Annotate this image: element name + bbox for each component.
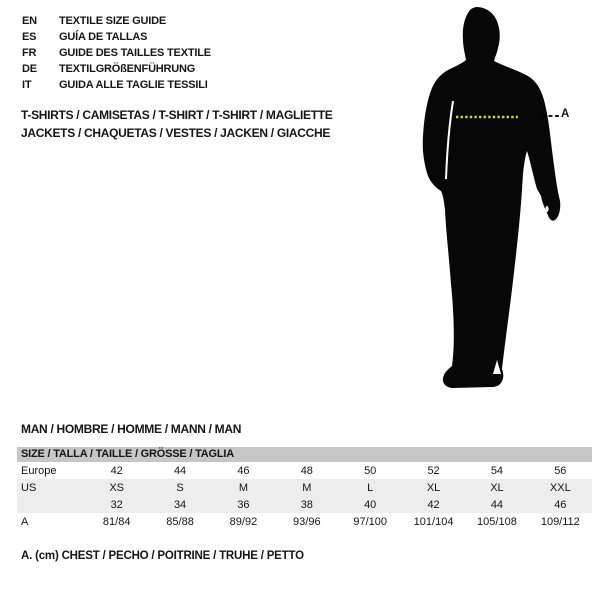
- language-title: TEXTILGRÖßENFÜHRUNG: [59, 63, 196, 75]
- table-cell: 42: [427, 498, 440, 511]
- language-title: GUIDE DES TAILLES TEXTILE: [59, 47, 211, 59]
- pant-hem-notch: [493, 360, 501, 374]
- measurement-footnote: A. (cm) CHEST / PECHO / POITRINE / TRUHE / PETTO: [21, 550, 304, 562]
- table-cell: 101/104: [413, 516, 454, 528]
- table-cell: 109/112: [540, 516, 580, 528]
- language-row-es: [22, 29, 211, 45]
- category-tshirts: T-SHIRTS / CAMISETAS / T-SHIRT / T-SHIRT / MAGLIETTE: [21, 108, 333, 122]
- section-title-man: MAN / HOMBRE / HOMME / MANN / MAN: [21, 422, 242, 436]
- row-label: A: [21, 516, 29, 528]
- table-cell: 54: [490, 464, 504, 477]
- language-code: EN: [22, 15, 37, 27]
- table-cell: 46: [237, 464, 250, 477]
- table-cell: 34: [173, 498, 187, 511]
- language-code: FR: [22, 47, 37, 59]
- size-table: [17, 447, 592, 531]
- measure-label-a: A: [561, 108, 570, 120]
- row-label: US: [21, 481, 37, 494]
- table-cell: 38: [300, 498, 313, 511]
- language-row-en: [22, 13, 211, 29]
- table-cell: S: [176, 481, 184, 494]
- table-cell: 44: [173, 464, 187, 477]
- table-cell: 93/96: [293, 516, 321, 528]
- language-title: GUÍA DE TALLAS: [59, 31, 148, 43]
- table-cell: M: [302, 481, 312, 494]
- language-title: GUIDA ALLE TAGLIE TESSILI: [59, 79, 208, 91]
- arm-torso-gap: [446, 101, 453, 179]
- table-cell: XS: [109, 481, 125, 494]
- table-cell: 36: [237, 498, 250, 511]
- wrist-gap: [545, 206, 548, 212]
- table-cell: XXL: [549, 481, 571, 494]
- language-code: ES: [22, 31, 37, 43]
- table-row-us: [17, 479, 592, 496]
- size-table-header: SIZE / TALLA / TAILLE / GRÖSSE / TAGLIA: [17, 447, 592, 462]
- language-title: TEXTILE SIZE GUIDE: [59, 15, 167, 27]
- table-cell: 32: [110, 498, 123, 511]
- language-row-fr: [22, 45, 211, 61]
- table-cell: 52: [427, 464, 440, 477]
- table-cell: 46: [554, 498, 567, 511]
- table-cell: L: [367, 481, 374, 494]
- category-jackets: JACKETS / CHAQUETAS / VESTES / JACKEN / GIACCHE: [21, 126, 331, 140]
- table-cell: 105/108: [477, 516, 517, 528]
- table-cell: 40: [364, 498, 377, 511]
- table-cell: 42: [110, 464, 123, 477]
- language-list: [22, 13, 211, 93]
- language-code: DE: [22, 63, 37, 75]
- table-row-chest-cm: [17, 513, 592, 531]
- table-cell: 81/84: [102, 516, 131, 528]
- language-row-it: [22, 77, 211, 93]
- table-cell: 50: [364, 464, 377, 477]
- man-silhouette: [423, 7, 561, 388]
- row-label: Europe: [21, 464, 57, 477]
- language-code: IT: [22, 79, 32, 91]
- table-cell: 89/92: [229, 516, 258, 528]
- table-cell: 97/100: [353, 516, 388, 528]
- table-cell: XL: [490, 481, 504, 494]
- table-row-europe: [17, 462, 592, 479]
- table-cell: 56: [554, 464, 567, 477]
- language-row-de: [22, 61, 211, 77]
- table-cell: M: [238, 481, 249, 494]
- table-cell: XL: [426, 481, 441, 494]
- table-cell: 44: [490, 498, 504, 511]
- table-row-numeric: [17, 496, 592, 513]
- table-cell: 48: [300, 464, 313, 477]
- garment-categories: [21, 106, 333, 142]
- table-cell: 85/88: [166, 516, 194, 528]
